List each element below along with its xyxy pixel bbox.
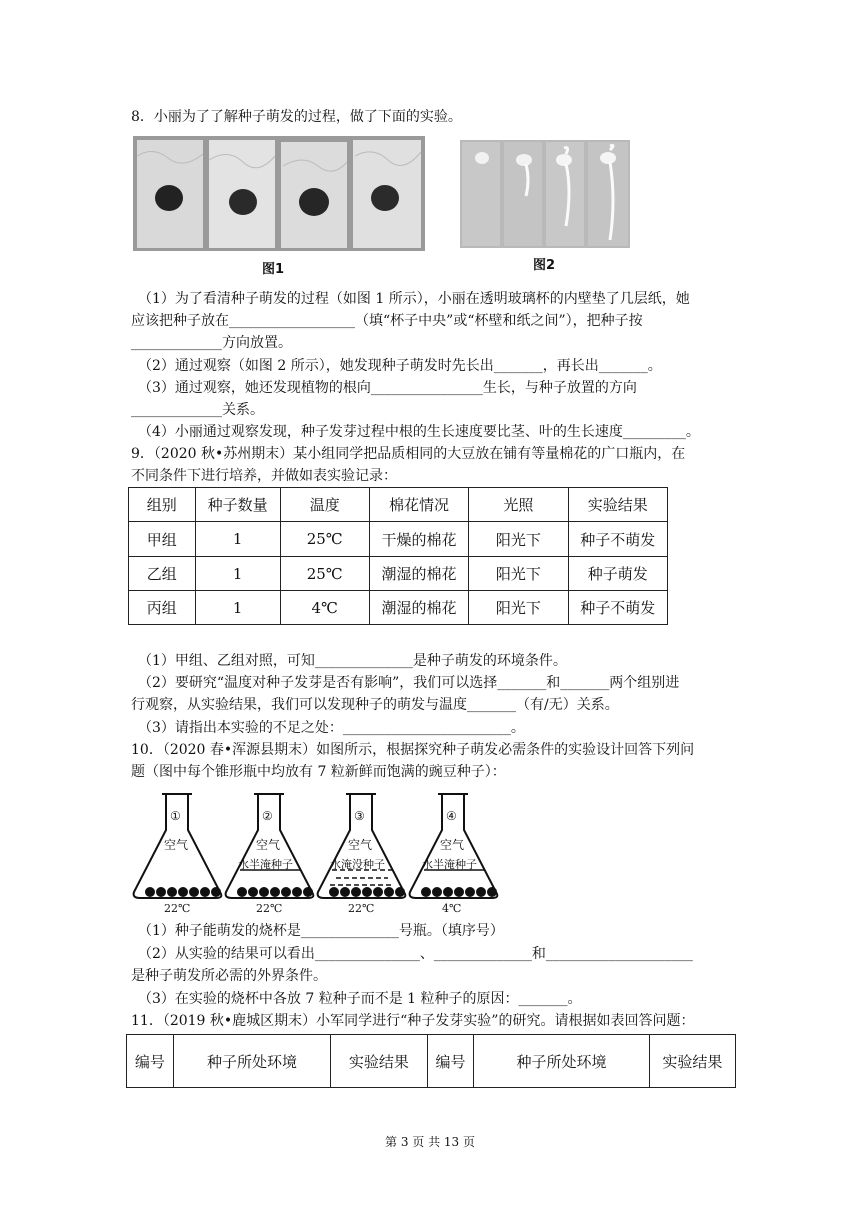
seed-dot (454, 887, 464, 897)
table-header-cell: 种子所处环境 (173, 1035, 331, 1088)
seed-dot (362, 887, 372, 897)
flask-4-water-label: 水半淹种子 (422, 858, 477, 871)
table-cell: 种子不萌发 (568, 522, 667, 557)
table-cell: 1 (195, 557, 280, 591)
flask-3-number: ③ (354, 809, 365, 823)
q8-title: 8．小丽为了了解种子萌发的过程，做了下面的实验。 (131, 109, 462, 125)
q10-part1: （1）种子能萌发的烧杯是______________号瓶。（填序号） (138, 923, 504, 939)
flask-2-water-label: 水半淹种子 (238, 858, 293, 871)
seed-dot (292, 887, 302, 897)
q9-part3: （3）请指出本实验的不足之处：________________________。 (138, 720, 525, 736)
flasks-figure (130, 790, 510, 920)
q10-part2-line2: 是种子萌发所必需的外界条件。 (131, 968, 327, 984)
page-footer: 第 3 页 共 13 页 (385, 1135, 475, 1149)
seed-dot (351, 887, 361, 897)
figure-2-photo (460, 140, 630, 252)
seed-dot (211, 887, 221, 897)
flask-1-temp: 22℃ (164, 902, 191, 915)
flask-4-temp: 4℃ (442, 902, 462, 915)
table-cell: 丙组 (129, 591, 196, 625)
table-cell: 潮湿的棉花 (369, 557, 468, 591)
table-header-cell: 种子所处环境 (474, 1035, 649, 1088)
q11-title: 11．（2019 秋•鹿城区期末）小军同学进行“种子发芽实验”的研究。请根据如表回答问题： (131, 1013, 695, 1029)
table-cell: 25℃ (280, 557, 369, 591)
seed-dot (487, 887, 497, 897)
table-cell: 干燥的棉花 (369, 522, 468, 557)
flask-2-temp: 22℃ (256, 902, 283, 915)
table-header-cell: 实验结果 (568, 488, 667, 522)
table-cell: 阳光下 (469, 522, 568, 557)
seed-dot (270, 887, 280, 897)
table-header-row (127, 1035, 736, 1088)
seed-dot (432, 887, 442, 897)
table-row (129, 522, 668, 557)
flask-3-temp: 22℃ (348, 902, 375, 915)
q9-title-line1: 9．（2020 秋•苏州期末）某小组同学把品质相同的大豆放在铺有等量棉花的广口瓶内，在 (131, 446, 686, 462)
seed-dot (373, 887, 383, 897)
q9-part1: （1）甲组、乙组对照，可知______________是种子萌发的环境条件。 (138, 653, 567, 669)
seed-dot (465, 887, 475, 897)
table-header-cell: 光照 (469, 488, 568, 522)
table-cell: 甲组 (129, 522, 196, 557)
flask-3-water-label: 水淹没种子 (330, 858, 385, 871)
flask-2-number: ② (262, 809, 273, 823)
seed-dot (384, 887, 394, 897)
q8-part1-line1: （1）为了看清种子萌发的过程（如图 1 所示），小丽在透明玻璃杯的内壁垫了几层纸，她 (138, 291, 690, 307)
figure-1-photo (133, 136, 425, 255)
table-cell: 阳光下 (469, 591, 568, 625)
seed-dot (281, 887, 291, 897)
seed-dot (189, 887, 199, 897)
table-row (129, 557, 668, 591)
seed-dot (237, 887, 247, 897)
table-cell: 25℃ (280, 522, 369, 557)
q9-part2-line1: （2）要研究“温度对种子发芽是否有影响”，我们可以选择_______和_______两个组别进 (138, 675, 680, 691)
figure-1-label: 图1 (262, 262, 285, 277)
seed-dot (259, 887, 269, 897)
q9-table (128, 487, 668, 625)
q9-title-line2: 不同条件下进行培养，并做如表实验记录： (131, 468, 397, 484)
q8-part2: （2）通过观察（如图 2 所示），她发现种子萌发时先长出_______，再长出_______。 (138, 358, 662, 374)
q8-part4: （4）小丽通过观察发现，种子发芽过程中根的生长速度要比茎、叶的生长速度_________。 (138, 424, 700, 440)
table-row (129, 591, 668, 625)
table-header-cell: 实验结果 (331, 1035, 427, 1088)
seed-dot (145, 887, 155, 897)
figure-2-label: 图2 (533, 258, 556, 273)
seed-dot (329, 887, 339, 897)
q10-part2-line1: （2）从实验的结果可以看出_______________、______________和_____________________ (138, 946, 693, 962)
q10-title-line1: 10．（2020 春•浑源县期末）如图所示，根据探究种子萌发必需条件的实验设计回答下列问 (131, 742, 695, 758)
seed-dot (178, 887, 188, 897)
seed-dot (340, 887, 350, 897)
table-header-row (129, 488, 668, 522)
table-header-cell: 实验结果 (649, 1035, 735, 1088)
table-cell: 乙组 (129, 557, 196, 591)
seed-dot (421, 887, 431, 897)
flask-2-air-label: 空气 (256, 838, 281, 852)
seed-dot (395, 887, 405, 897)
q8-part1-line3: _____________方向放置。 (131, 335, 292, 351)
q11-table (126, 1034, 736, 1088)
q9-part2-line2: 行观察，从实验结果，我们可以发现种子的萌发与温度_______（有/无）关系。 (131, 697, 619, 713)
q8-part3-line1: （3）通过观察，她还发现植物的根向________________生长，与种子放置的方向 (138, 380, 637, 396)
flask-4-number: ④ (446, 809, 457, 823)
flask-1-air-label: 空气 (164, 838, 189, 852)
table-header-cell: 组别 (129, 488, 196, 522)
table-cell: 4℃ (280, 591, 369, 625)
table-cell: 潮湿的棉花 (369, 591, 468, 625)
seed-dot (156, 887, 166, 897)
seed-dot (303, 887, 313, 897)
table-cell: 1 (195, 591, 280, 625)
table-cell: 阳光下 (469, 557, 568, 591)
q10-title-line2: 题（图中每个锥形瓶中均放有 7 粒新鲜而饱满的豌豆种子）： (131, 764, 506, 780)
flask-3-air-label: 空气 (348, 838, 373, 852)
q8-part1-line2: 应该把种子放在__________________（填“杯子中央”或“杯壁和纸之间”），把种子按 (131, 313, 643, 329)
table-cell: 种子萌发 (568, 557, 667, 591)
table-header-cell: 种子数量 (195, 488, 280, 522)
q10-part3: （3）在实验的烧杯中各放 7 粒种子而不是 1 粒种子的原因：_______。 (138, 991, 582, 1007)
table-header-cell: 温度 (280, 488, 369, 522)
seed-dot (476, 887, 486, 897)
seed-dot (167, 887, 177, 897)
table-header-cell: 棉花情况 (369, 488, 468, 522)
q8-part3-line2: _____________关系。 (131, 402, 264, 418)
table-header-cell: 编号 (427, 1035, 474, 1088)
seed-dot (248, 887, 258, 897)
seed-dot (443, 887, 453, 897)
flask-4-air-label: 空气 (440, 838, 465, 852)
flask-1-number: ① (170, 809, 181, 823)
seed-dot (200, 887, 210, 897)
table-cell: 种子不萌发 (568, 591, 667, 625)
table-header-cell: 编号 (127, 1035, 174, 1088)
table-cell: 1 (195, 522, 280, 557)
